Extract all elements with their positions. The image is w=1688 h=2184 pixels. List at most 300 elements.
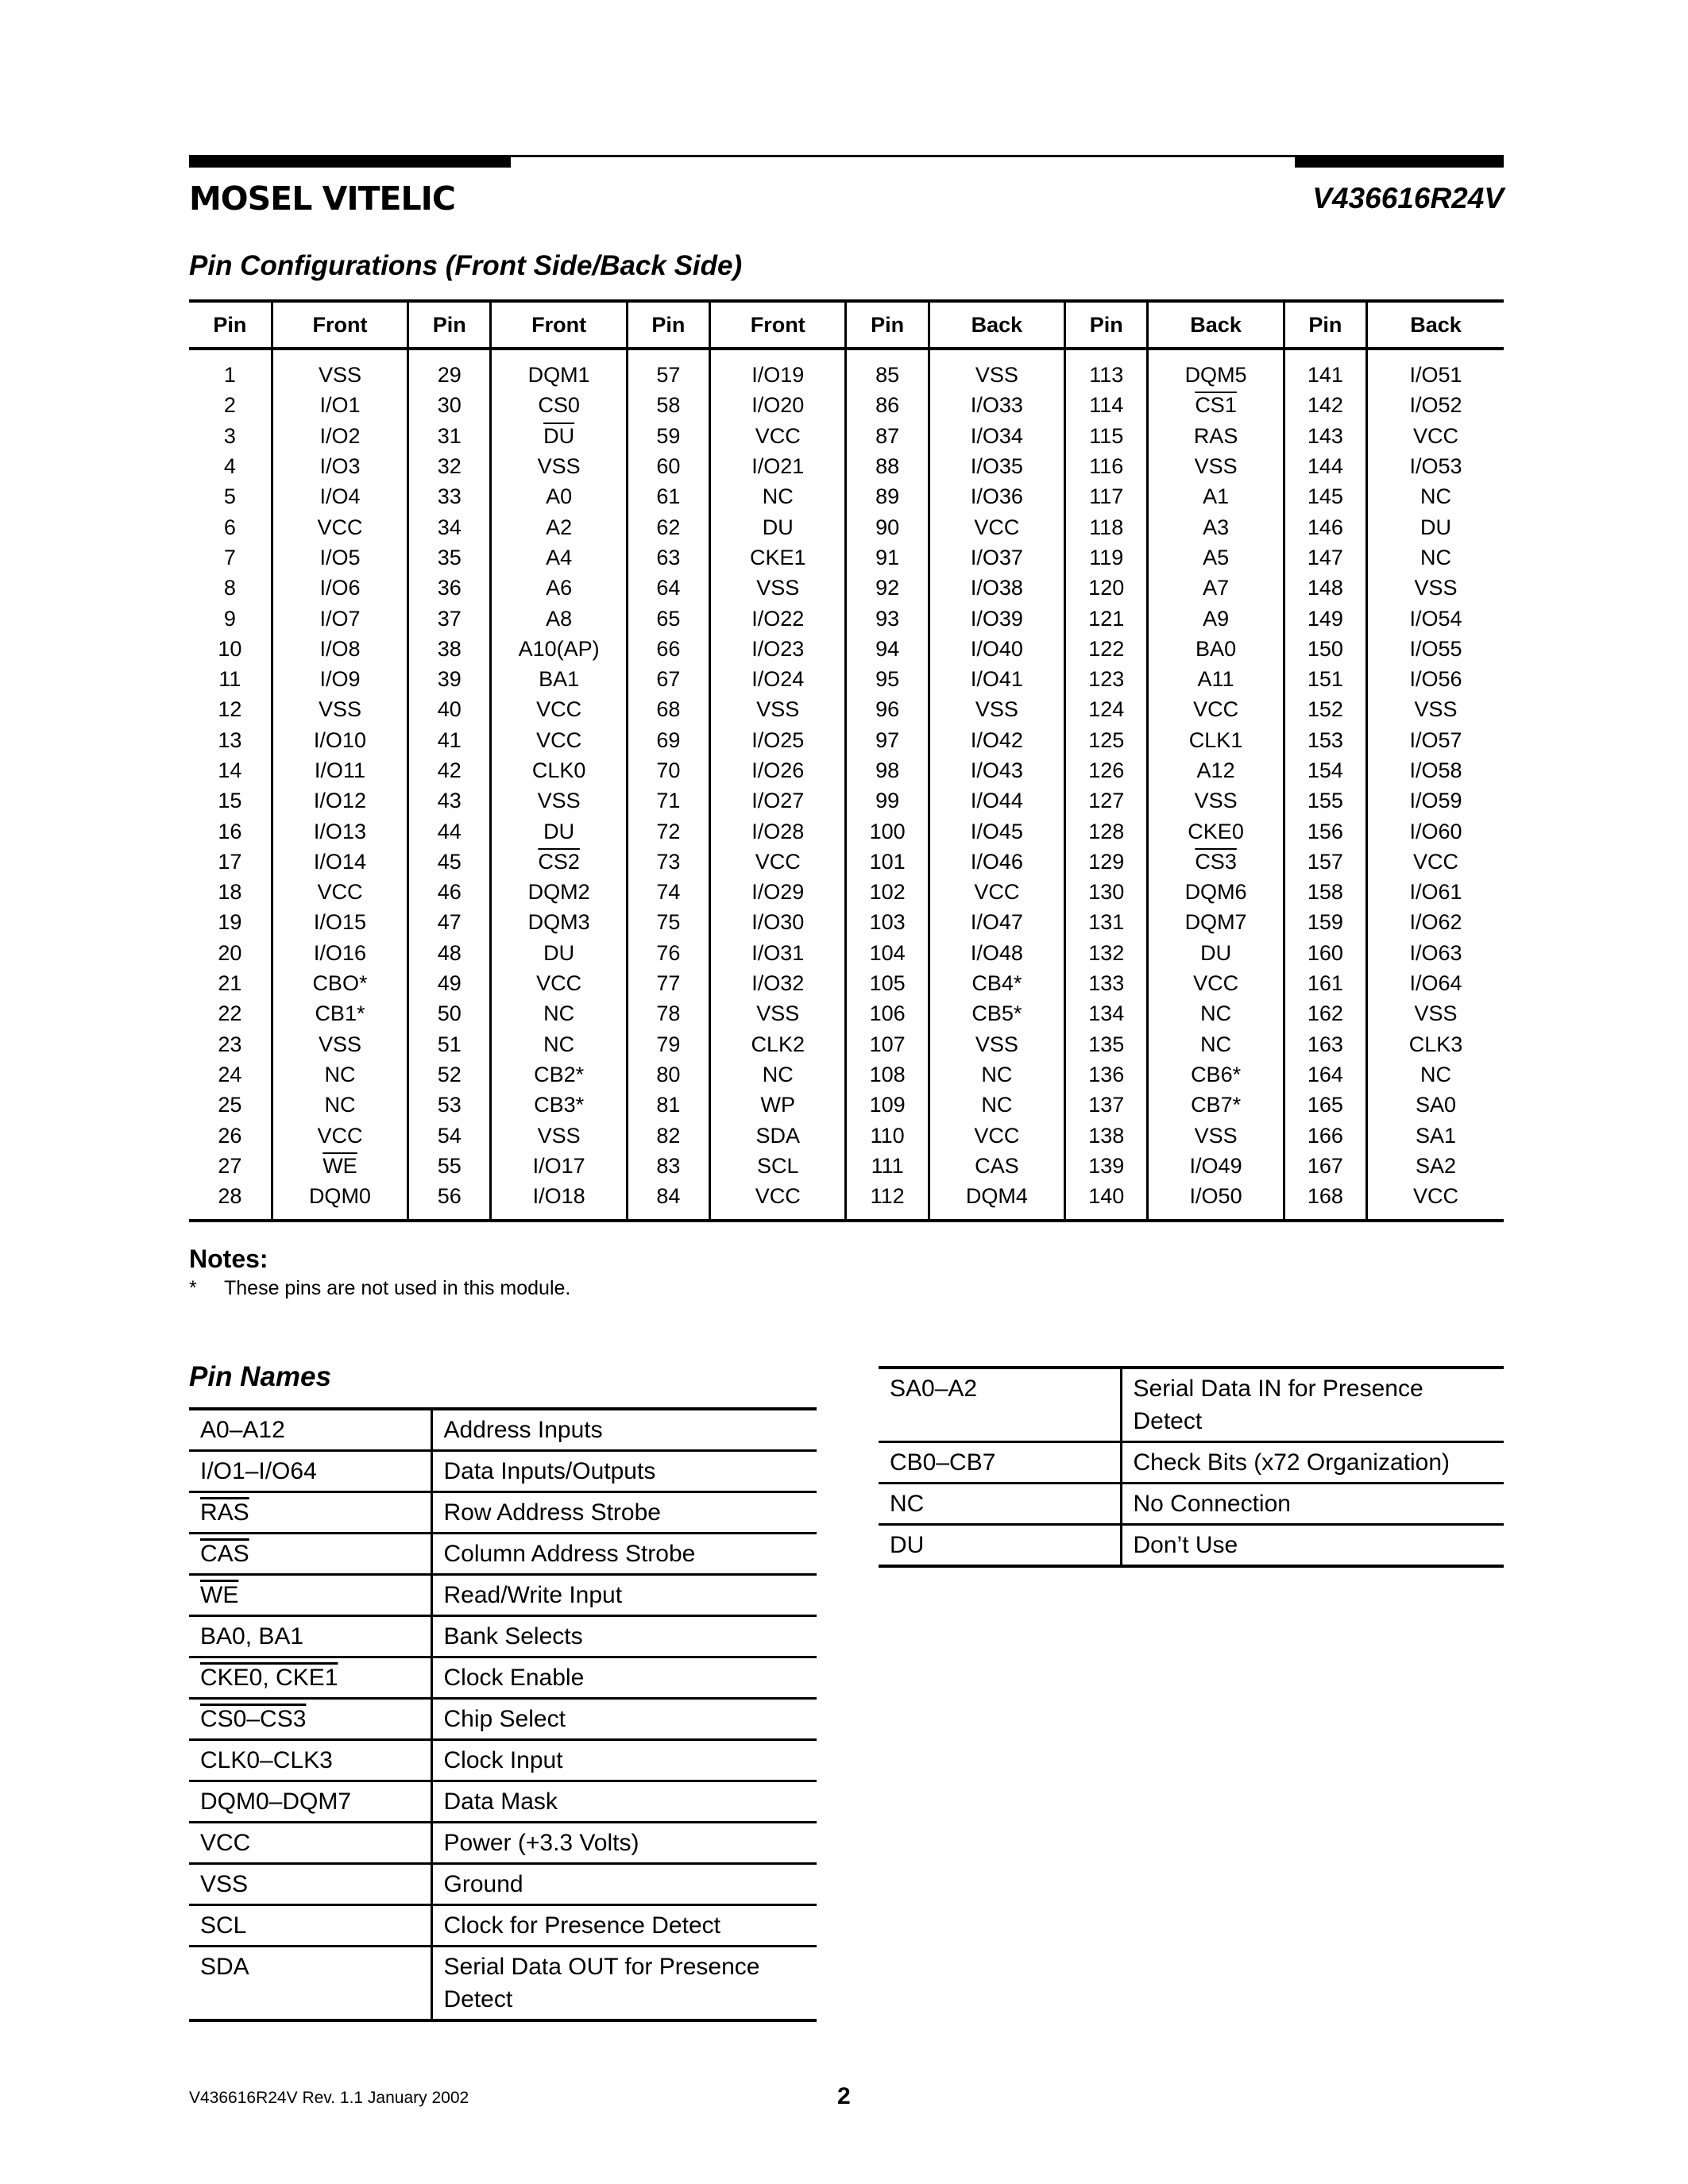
pin-signal-cell: CS3 xyxy=(1148,847,1284,877)
table-row xyxy=(189,511,1504,542)
pin-number-cell: 106 xyxy=(846,998,929,1028)
pin-number-cell: 136 xyxy=(1065,1059,1148,1090)
pin-description-cell: Chip Select xyxy=(431,1699,817,1740)
pin-number-cell: 41 xyxy=(408,725,491,755)
pin-name-cell: $\overline{CAS}$ xyxy=(189,1534,431,1575)
pin-number-cell: 89 xyxy=(846,481,929,511)
pin-signal-cell: I/O8 xyxy=(272,634,408,664)
column-header: Pin xyxy=(627,301,709,349)
pin-number-cell: 147 xyxy=(1284,542,1366,573)
pin-number-cell: 153 xyxy=(1284,725,1366,755)
pin-number-cell: 47 xyxy=(408,907,491,937)
pin-number-cell: 168 xyxy=(1284,1181,1366,1221)
pin-signal-cell: I/O13 xyxy=(272,816,408,846)
pin-number-cell: 25 xyxy=(218,1093,242,1117)
pin-number-cell: 18 xyxy=(218,880,242,905)
pin-signal-cell: SA2 xyxy=(1367,1151,1504,1181)
pin-number-cell: 40 xyxy=(408,694,491,724)
pin-signal-cell: I/O4 xyxy=(272,481,408,511)
pin-signal-cell: I/O9 xyxy=(272,664,408,694)
pin-number-cell: 119 xyxy=(1065,542,1148,573)
pin-signal-cell: DU xyxy=(491,938,627,968)
pin-signal-cell: I/O42 xyxy=(929,725,1064,755)
pin-signal-cell: A5 xyxy=(1148,542,1284,573)
pin-signal-cell: A12 xyxy=(1148,755,1284,785)
pin-signal-cell: VCC xyxy=(1367,847,1504,877)
notes-title: Notes: xyxy=(189,1244,268,1273)
pin-signal-cell: DQM7 xyxy=(1148,907,1284,937)
pin-signal-cell: VSS xyxy=(929,694,1064,724)
column-header: Pin xyxy=(189,301,272,349)
pin-signal-cell: CB2* xyxy=(491,1059,627,1090)
pin-number-cell: 107 xyxy=(846,1029,929,1059)
pin-number-cell: 105 xyxy=(846,968,929,998)
pin-number-cell: 126 xyxy=(1065,755,1148,785)
pin-signal-cell: DQM3 xyxy=(491,907,627,937)
pin-number-cell: 55 xyxy=(408,1151,491,1181)
pin-signal-cell: NC xyxy=(1148,1029,1284,1059)
table-row xyxy=(189,785,1504,816)
pin-number-cell: 60 xyxy=(627,451,709,481)
pin-number-cell: 13 xyxy=(218,727,242,752)
table-row xyxy=(189,542,1504,573)
pin-description-cell: No Connection xyxy=(1121,1484,1504,1525)
pin-number-cell: 132 xyxy=(1065,938,1148,968)
pin-signal-cell: VSS xyxy=(272,694,408,724)
pin-number-cell: 82 xyxy=(627,1120,709,1150)
pin-signal-cell: I/O64 xyxy=(1367,968,1504,998)
pin-number-cell: 59 xyxy=(627,421,709,451)
pin-signal-cell: VSS xyxy=(1148,451,1284,481)
pin-signal-cell: CB5* xyxy=(929,998,1064,1028)
pin-name-row xyxy=(189,1616,817,1657)
column-header: Pin xyxy=(408,301,491,349)
pin-number-cell: 95 xyxy=(846,664,929,694)
pin-name-cell: BA0, BA1 xyxy=(189,1616,431,1657)
pin-number-cell: 7 xyxy=(223,545,236,569)
table-row xyxy=(189,968,1504,998)
pin-number-cell: 108 xyxy=(846,1059,929,1090)
pin-number-cell: 167 xyxy=(1284,1151,1366,1181)
pin-signal-cell: I/O6 xyxy=(272,573,408,603)
notes-text: These pins are not used in this module. xyxy=(224,1277,571,1299)
pin-number-cell: 145 xyxy=(1284,481,1366,511)
pin-signal-cell: I/O38 xyxy=(929,573,1064,603)
pin-number-cell: 39 xyxy=(408,664,491,694)
pin-number-cell: 30 xyxy=(408,390,491,420)
pin-number-cell: 3 xyxy=(223,423,236,448)
pin-number-cell: 21 xyxy=(218,971,242,996)
pin-number-cell: 125 xyxy=(1065,725,1148,755)
pin-signal-cell: VCC xyxy=(710,1181,846,1221)
pin-number-cell: 84 xyxy=(627,1181,709,1221)
pin-signal-cell: VSS xyxy=(491,1120,627,1150)
pin-number-cell: 8 xyxy=(223,576,236,600)
pin-number-cell: 24 xyxy=(218,1062,242,1086)
pin-number-cell: 143 xyxy=(1284,421,1366,451)
pin-config-title: Pin Configurations (Front Side/Back Side) xyxy=(189,250,743,281)
pin-number-cell: 127 xyxy=(1065,785,1148,816)
pin-number-cell: 80 xyxy=(627,1059,709,1090)
pin-names-title: Pin Names xyxy=(189,1361,331,1392)
pin-signal-cell: I/O52 xyxy=(1367,390,1504,420)
pin-signal-cell: I/O29 xyxy=(710,877,846,907)
pin-signal-cell: I/O48 xyxy=(929,938,1064,968)
pin-signal-cell: I/O12 xyxy=(272,785,408,816)
pin-signal-cell: VSS xyxy=(1367,998,1504,1028)
pin-number-cell: 160 xyxy=(1284,938,1366,968)
pin-signal-cell: I/O24 xyxy=(710,664,846,694)
pin-number-cell: 4 xyxy=(223,454,236,479)
pin-signal-cell: DQM0 xyxy=(272,1181,408,1221)
pin-signal-cell: BA0 xyxy=(1148,634,1284,664)
table-row xyxy=(189,694,1504,724)
pin-signal-cell: I/O10 xyxy=(272,725,408,755)
pin-signal-cell: VSS xyxy=(710,998,846,1028)
pin-number-cell: 42 xyxy=(408,755,491,785)
pin-number-cell: 104 xyxy=(846,938,929,968)
header-rule-thick xyxy=(189,155,511,168)
pin-number-cell: 102 xyxy=(846,877,929,907)
pin-number-cell: 53 xyxy=(408,1090,491,1120)
pin-signal-cell: NC xyxy=(272,1059,408,1090)
pin-number-cell: 37 xyxy=(408,603,491,633)
pin-number-cell: 32 xyxy=(408,451,491,481)
pin-signal-cell: VSS xyxy=(710,573,846,603)
pin-number-cell: 130 xyxy=(1065,877,1148,907)
pin-number-cell: 155 xyxy=(1284,785,1366,816)
pin-signal-cell: I/O53 xyxy=(1367,451,1504,481)
pin-number-cell: 52 xyxy=(408,1059,491,1090)
pin-number-cell: 151 xyxy=(1284,664,1366,694)
pin-signal-cell: VSS xyxy=(272,349,408,390)
pin-signal-cell: A6 xyxy=(491,573,627,603)
pin-number-cell: 86 xyxy=(846,390,929,420)
pin-signal-cell: $\overline{DU}$ xyxy=(491,421,627,451)
pin-signal-cell: CAS xyxy=(929,1151,1064,1181)
pin-config-table xyxy=(189,299,1504,1222)
pin-signal-cell: I/O54 xyxy=(1367,603,1504,633)
table-row xyxy=(189,1151,1504,1181)
pin-number-cell: 33 xyxy=(408,481,491,511)
footer-doc-info: V436616R24V Rev. 1.1 January 2002 xyxy=(189,2089,469,2107)
column-header: Pin xyxy=(846,301,929,349)
pin-signal-cell: CS0 xyxy=(491,390,627,420)
pin-number-cell: 62 xyxy=(627,511,709,542)
pin-number-cell: 116 xyxy=(1065,451,1148,481)
pin-description-cell: Address Inputs xyxy=(431,1409,817,1451)
pin-signal-cell: VCC xyxy=(1148,968,1284,998)
pin-signal-cell: VCC xyxy=(929,1120,1064,1150)
pin-number-cell: 46 xyxy=(408,877,491,907)
pin-signal-cell: I/O43 xyxy=(929,755,1064,785)
pin-number-cell: 6 xyxy=(223,515,236,539)
pin-number-cell: 144 xyxy=(1284,451,1366,481)
pin-number-cell: 135 xyxy=(1065,1029,1148,1059)
pin-signal-cell: I/O45 xyxy=(929,816,1064,846)
pin-signal-cell: NC xyxy=(1367,542,1504,573)
pin-signal-cell: CKE1 xyxy=(710,542,846,573)
pin-signal-cell: A1 xyxy=(1148,481,1284,511)
pin-name-row xyxy=(189,1534,817,1575)
table-row xyxy=(189,634,1504,664)
table-row xyxy=(189,938,1504,968)
pin-signal-cell: SA1 xyxy=(1367,1120,1504,1150)
pin-number-cell: 123 xyxy=(1065,664,1148,694)
pin-number-cell: 48 xyxy=(408,938,491,968)
pin-number-cell: 121 xyxy=(1065,603,1148,633)
pin-signal-cell: RAS xyxy=(1148,421,1284,451)
table-row xyxy=(189,847,1504,877)
header-rule-right xyxy=(1295,155,1504,168)
pin-signal-cell: I/O22 xyxy=(710,603,846,633)
table-row xyxy=(189,816,1504,846)
pin-signal-cell: I/O28 xyxy=(710,816,846,846)
pin-number-cell: 75 xyxy=(627,907,709,937)
table-row xyxy=(189,349,1504,390)
pin-signal-cell: A11 xyxy=(1148,664,1284,694)
table-row xyxy=(189,390,1504,420)
pin-number-cell: 93 xyxy=(846,603,929,633)
pin-signal-cell: I/O44 xyxy=(929,785,1064,816)
pin-signal-cell: I/O30 xyxy=(710,907,846,937)
pin-signal-cell: I/O16 xyxy=(272,938,408,968)
pin-number-cell: 36 xyxy=(408,573,491,603)
pin-number-cell: 150 xyxy=(1284,634,1366,664)
pin-number-cell: 103 xyxy=(846,907,929,937)
pin-description-cell: Data Mask xyxy=(431,1781,817,1823)
pin-name-cell: VSS xyxy=(189,1864,431,1905)
pin-number-cell: 2 xyxy=(223,393,236,418)
table-row xyxy=(189,1181,1504,1221)
pin-signal-cell: CB4* xyxy=(929,968,1064,998)
pin-number-cell: 129 xyxy=(1065,847,1148,877)
pin-number-cell: 72 xyxy=(627,816,709,846)
pin-signal-cell: VSS xyxy=(929,1029,1064,1059)
pin-signal-cell: VCC xyxy=(272,877,408,907)
pin-number-cell: 87 xyxy=(846,421,929,451)
pin-number-cell: 5 xyxy=(223,484,236,509)
pin-signal-cell: I/O41 xyxy=(929,664,1064,694)
pin-number-cell: 142 xyxy=(1284,390,1366,420)
pin-signal-cell: NC xyxy=(929,1059,1064,1090)
pin-number-cell: 156 xyxy=(1284,816,1366,846)
pin-number-cell: 157 xyxy=(1284,847,1366,877)
column-header: Pin xyxy=(1065,301,1148,349)
pin-signal-cell: DU xyxy=(1148,938,1284,968)
pin-name-row xyxy=(879,1442,1504,1484)
part-number: V436616R24V xyxy=(1312,182,1504,214)
pin-number-cell: 31 xyxy=(408,421,491,451)
pin-number-cell: 148 xyxy=(1284,573,1366,603)
pin-signal-cell: I/O49 xyxy=(1148,1151,1284,1181)
pin-signal-cell: I/O23 xyxy=(710,634,846,664)
pin-signal-cell: I/O32 xyxy=(710,968,846,998)
pin-signal-cell: I/O50 xyxy=(1148,1181,1284,1221)
pin-signal-cell: I/O51 xyxy=(1367,349,1504,390)
pin-number-cell: 99 xyxy=(846,785,929,816)
pin-name-row xyxy=(189,1823,817,1864)
pin-signal-cell: VSS xyxy=(1367,694,1504,724)
pin-number-cell: 26 xyxy=(218,1123,242,1148)
pin-name-row xyxy=(879,1525,1504,1567)
pin-signal-cell: NC xyxy=(710,1059,846,1090)
pin-signal-cell: DQM6 xyxy=(1148,877,1284,907)
pin-signal-cell: NC xyxy=(710,481,846,511)
pin-number-cell: 97 xyxy=(846,725,929,755)
pin-signal-cell: I/O26 xyxy=(710,755,846,785)
pin-number-cell: 96 xyxy=(846,694,929,724)
column-header: Back xyxy=(1367,301,1504,349)
pin-signal-cell: A2 xyxy=(491,511,627,542)
pin-signal-cell: I/O11 xyxy=(272,755,408,785)
pin-signal-cell: VCC xyxy=(710,421,846,451)
pin-number-cell: 64 xyxy=(627,573,709,603)
pin-number-cell: 90 xyxy=(846,511,929,542)
pin-signal-cell: I/O37 xyxy=(929,542,1064,573)
pin-number-cell: 118 xyxy=(1065,511,1148,542)
table-row xyxy=(189,755,1504,785)
pin-signal-cell: VSS xyxy=(491,785,627,816)
pin-number-cell: 12 xyxy=(218,697,242,722)
pin-signal-cell: NC xyxy=(1148,998,1284,1028)
pin-number-cell: 133 xyxy=(1065,968,1148,998)
pin-signal-cell: CLK2 xyxy=(710,1029,846,1059)
pin-signal-cell: VCC xyxy=(1367,421,1504,451)
pin-number-cell: 94 xyxy=(846,634,929,664)
pin-number-cell: 137 xyxy=(1065,1090,1148,1120)
pin-number-cell: 10 xyxy=(218,636,242,661)
pin-number-cell: 128 xyxy=(1065,816,1148,846)
header-rule-thin xyxy=(511,155,1345,157)
pin-signal-cell: VSS xyxy=(1367,573,1504,603)
column-header: Front xyxy=(272,301,408,349)
pin-number-cell: 54 xyxy=(408,1120,491,1150)
pin-signal-cell: CB6* xyxy=(1148,1059,1284,1090)
pin-number-cell: 161 xyxy=(1284,968,1366,998)
pin-signal-cell: I/O62 xyxy=(1367,907,1504,937)
pin-signal-cell: CLK0 xyxy=(491,755,627,785)
pin-number-cell: 83 xyxy=(627,1151,709,1181)
pin-number-cell: 81 xyxy=(627,1090,709,1120)
pin-signal-cell: NC xyxy=(1367,481,1504,511)
pin-signal-cell: VSS xyxy=(491,451,627,481)
pin-description-cell: Read/Write Input xyxy=(431,1575,817,1616)
pin-number-cell: 113 xyxy=(1065,349,1148,390)
pin-signal-cell: VSS xyxy=(272,1029,408,1059)
pin-signal-cell: VCC xyxy=(929,877,1064,907)
pin-number-cell: 141 xyxy=(1284,349,1366,390)
pin-name-cell: DU xyxy=(879,1525,1121,1567)
pin-signal-cell: VSS xyxy=(929,349,1064,390)
pin-name-cell: CS0–CS3 xyxy=(189,1699,431,1740)
pin-name-cell: DQM0–DQM7 xyxy=(189,1781,431,1823)
table-row xyxy=(189,877,1504,907)
pin-signal-cell: VSS xyxy=(710,694,846,724)
pin-number-cell: 66 xyxy=(627,634,709,664)
pin-signal-cell: A4 xyxy=(491,542,627,573)
pin-signal-cell: I/O39 xyxy=(929,603,1064,633)
pin-description-cell: Clock Enable xyxy=(431,1657,817,1699)
pin-number-cell: 70 xyxy=(627,755,709,785)
pin-number-cell: 22 xyxy=(218,1001,242,1026)
pin-signal-cell: I/O56 xyxy=(1367,664,1504,694)
pin-number-cell: 45 xyxy=(408,847,491,877)
pin-signal-cell: DQM1 xyxy=(491,349,627,390)
pin-description-cell: Row Address Strobe xyxy=(431,1492,817,1534)
pin-description-cell: Data Inputs/Outputs xyxy=(431,1451,817,1492)
pin-number-cell: 117 xyxy=(1065,481,1148,511)
pin-number-cell: 50 xyxy=(408,998,491,1028)
pin-signal-cell: BA1 xyxy=(491,664,627,694)
pin-description-cell: Serial Data OUT for Presence Detect xyxy=(431,1947,817,2021)
pin-signal-cell: I/O5 xyxy=(272,542,408,573)
pin-number-cell: 134 xyxy=(1065,998,1148,1028)
pin-signal-cell: A0 xyxy=(491,481,627,511)
pin-description-cell: Column Address Strobe xyxy=(431,1534,817,1575)
pin-number-cell: 158 xyxy=(1284,877,1366,907)
column-header: Front xyxy=(491,301,627,349)
pin-signal-cell: I/O36 xyxy=(929,481,1064,511)
pin-description-cell: Clock Input xyxy=(431,1740,817,1781)
pin-name-row xyxy=(189,1451,817,1492)
pin-name-row xyxy=(189,1864,817,1905)
pin-number-cell: 138 xyxy=(1065,1120,1148,1150)
pin-name-row xyxy=(189,1575,817,1616)
pin-signal-cell: SDA xyxy=(710,1120,846,1150)
pin-number-cell: 17 xyxy=(218,849,242,874)
pin-number-cell: 79 xyxy=(627,1029,709,1059)
pin-number-cell: 122 xyxy=(1065,634,1148,664)
pin-signal-cell: I/O34 xyxy=(929,421,1064,451)
pin-name-cell: NC xyxy=(879,1484,1121,1525)
column-header: Back xyxy=(929,301,1064,349)
pin-number-cell: 111 xyxy=(846,1151,929,1181)
pin-signal-cell: A8 xyxy=(491,603,627,633)
table-row xyxy=(189,725,1504,755)
pin-signal-cell: VCC xyxy=(272,511,408,542)
pin-number-cell: 131 xyxy=(1065,907,1148,937)
pin-number-cell: 110 xyxy=(846,1120,929,1150)
table-row xyxy=(189,421,1504,451)
pin-signal-cell: I/O1 xyxy=(272,390,408,420)
notes-marker: * xyxy=(189,1277,197,1299)
pin-number-cell: 65 xyxy=(627,603,709,633)
pin-number-cell: 14 xyxy=(218,758,242,782)
pin-number-cell: 43 xyxy=(408,785,491,816)
pin-signal-cell: DQM4 xyxy=(929,1181,1064,1221)
pin-number-cell: 49 xyxy=(408,968,491,998)
pin-signal-cell: I/O59 xyxy=(1367,785,1504,816)
pin-signal-cell: I/O14 xyxy=(272,847,408,877)
pin-number-cell: 1 xyxy=(223,363,236,388)
pin-name-row xyxy=(189,1657,817,1699)
pin-number-cell: 146 xyxy=(1284,511,1366,542)
pin-number-cell: 120 xyxy=(1065,573,1148,603)
pin-name-cell: $\overline{RAS}$ xyxy=(189,1492,431,1534)
pin-signal-cell: VCC xyxy=(272,1120,408,1150)
pin-signal-cell: DU xyxy=(491,816,627,846)
pin-name-cell: VCC xyxy=(189,1823,431,1864)
pin-signal-cell: CKE0 xyxy=(1148,816,1284,846)
pin-number-cell: 34 xyxy=(408,511,491,542)
pin-number-cell: 164 xyxy=(1284,1059,1366,1090)
pin-signal-cell: CS2 xyxy=(491,847,627,877)
pin-number-cell: 9 xyxy=(223,606,236,631)
pin-number-cell: 112 xyxy=(846,1181,929,1221)
pin-name-row xyxy=(879,1484,1504,1525)
pin-signal-cell: I/O31 xyxy=(710,938,846,968)
